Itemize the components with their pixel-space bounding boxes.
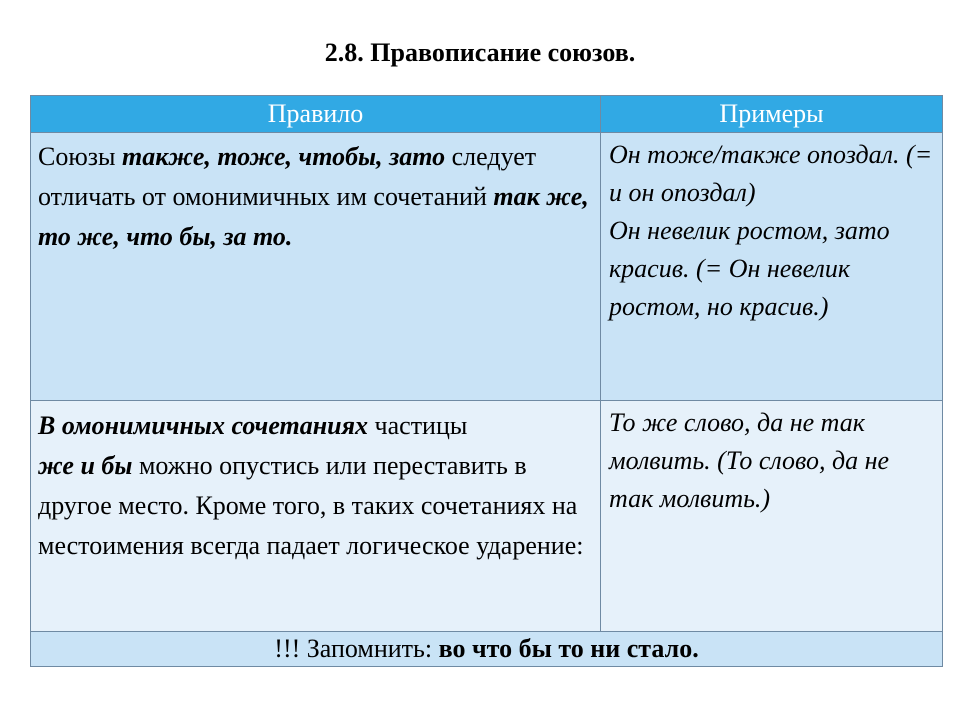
rule-text-part: частицы xyxy=(368,411,468,440)
rule-text-part: можно опустись или переставить в другое место. Кроме того, в таких сочетаниях на местоимения всегда падает логическое ударение: xyxy=(38,451,584,560)
rule-text xyxy=(31,133,600,257)
rule-cell xyxy=(31,133,601,401)
table-header-row xyxy=(31,96,943,133)
table-row xyxy=(31,401,943,632)
table-footer-row xyxy=(31,632,943,667)
rule-text-part: следует отличать от омонимичных им сочетаний xyxy=(38,142,537,211)
examples-cell xyxy=(601,133,943,401)
remember-phrase: во что бы то ни стало. xyxy=(438,634,699,663)
rule-cell xyxy=(31,401,601,632)
table-row xyxy=(31,133,943,401)
rule-text-part: Союзы xyxy=(38,142,123,171)
header-rule: Правило xyxy=(31,96,601,133)
conjunctions-emphasis: также, тоже, чтобы, зато xyxy=(122,142,446,171)
rule-emphasis: В омонимичных сочетаниях xyxy=(38,411,369,440)
remember-label: !!! Запомнить: xyxy=(274,634,439,663)
remember-note xyxy=(31,632,943,667)
rule-text xyxy=(31,401,600,631)
examples-cell xyxy=(601,401,943,632)
combinations-emphasis: так же, то же, что бы, за то. xyxy=(38,182,589,251)
page-title: 2.8. Правописание союзов. xyxy=(324,38,636,67)
example-line: Он тоже/также опоздал. (= и он опоздал) xyxy=(609,140,933,207)
example-text: То же слово, да не так молвить. (То слово, да не так молвить.) xyxy=(609,408,890,513)
rules-table xyxy=(30,95,943,667)
example-text xyxy=(601,133,942,326)
particles-emphasis: же и бы xyxy=(38,451,133,480)
header-examples: Примеры xyxy=(601,96,943,133)
example-line: Он невелик ростом, зато красив. (= Он невелик ростом, но красив.) xyxy=(609,216,890,321)
